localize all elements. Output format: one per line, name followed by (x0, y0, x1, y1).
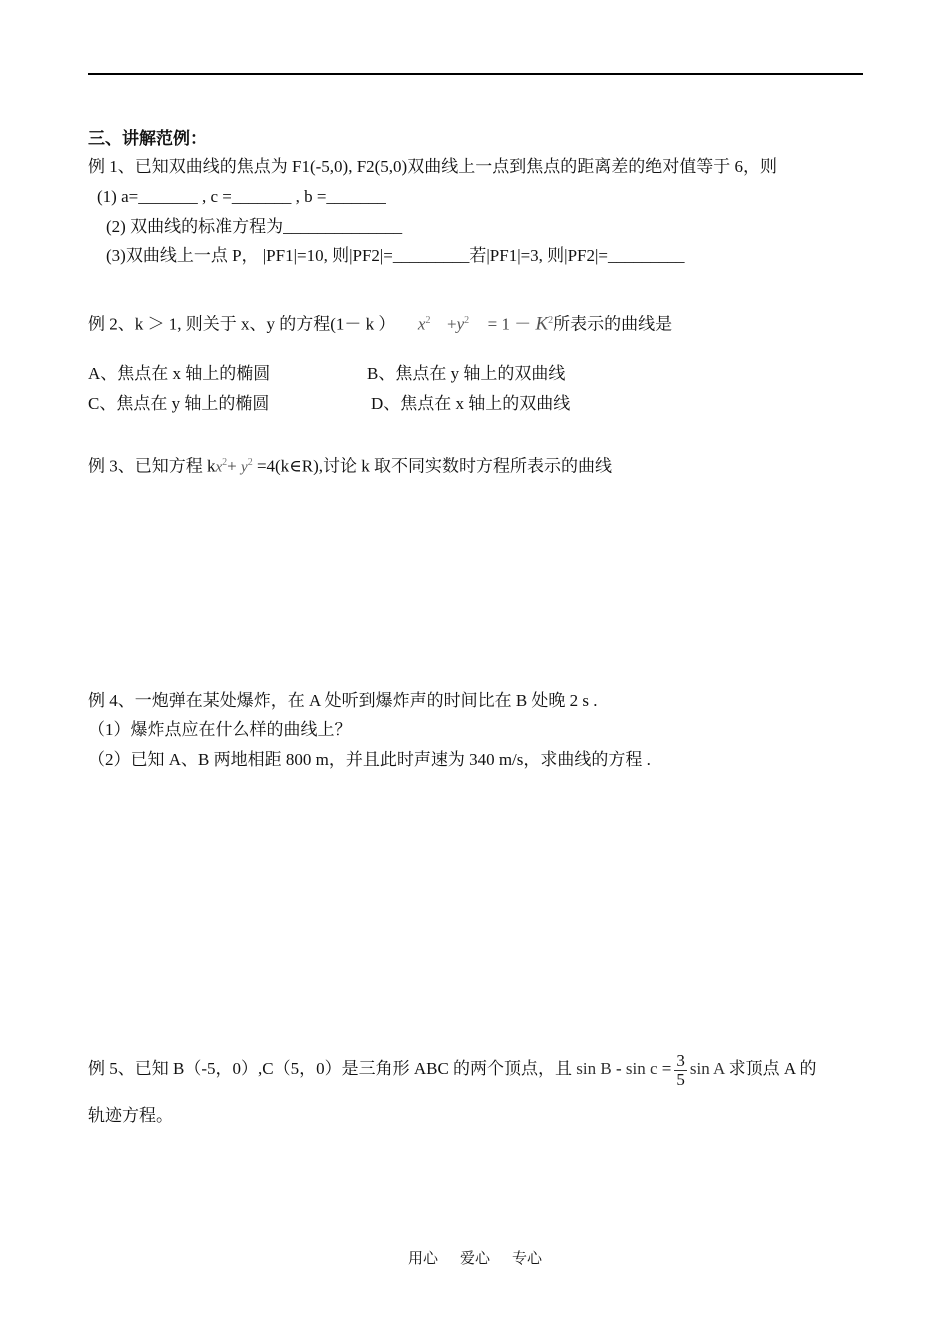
example-5-math-eq: = (661, 1059, 672, 1078)
footer-word-1: 用心 (407, 1251, 438, 1267)
example-5-frac-num: 3 (676, 1050, 685, 1070)
example-3-math-x-exp: 2 (222, 457, 228, 468)
example-2-option-b: B、焦点在 y 轴上的双曲线 (367, 364, 566, 383)
example-5-prefix: 例 5、已知 B（-5，0）,C（5，0）是三角形 ABC 的两个顶点，且 (88, 1059, 573, 1078)
example-2-option-a: A、焦点在 x 轴上的椭圆 (88, 364, 271, 383)
example-2-suffix: 所表示的曲线是 (553, 314, 673, 334)
example-4-line-1: 例 4、一炮弹在某处爆炸，在 A 处听到爆炸声的时间比在 B 处晚 2 s . (88, 691, 598, 710)
example-2-math-K-exp: 2 (548, 315, 554, 326)
example-5-math-sinC: sin c (625, 1059, 658, 1078)
example-5-math-sinB: sin B (576, 1059, 612, 1078)
example-2-prefix: 例 2、k ＞ 1, 则关于 x、y 的方程(1－ k ） (88, 314, 396, 334)
header-rule (88, 73, 863, 75)
example-1-line-4: (3)双曲线上一点 P， |PF1|=10, 则|PF2|=_________若|PF1|=3, 则|PF2|=_________ (106, 246, 685, 265)
example-2-math-y-exp: 2 (464, 315, 470, 326)
footer-word-2: 爱心 (459, 1251, 490, 1267)
example-5-math-sinA: sin A (689, 1059, 725, 1078)
footer-word-3: 专心 (512, 1251, 543, 1267)
example-2-math-eq: = 1 － (487, 314, 532, 334)
example-2-question (88, 310, 672, 336)
example-3-prefix: 例 3、已知方程 k (88, 456, 216, 476)
example-5-question (88, 1048, 816, 1090)
example-2-math-plus: + (446, 314, 457, 334)
example-3-math-plus: + (227, 456, 237, 476)
example-4-line-3: （2）已知 A、B 两地相距 800 m，并且此时声速为 340 m/s，求曲线的方程 . (88, 750, 651, 769)
example-3-question (88, 452, 612, 479)
page-footer (0, 1247, 950, 1268)
example-5-suffix: 求顶点 A 的 (728, 1059, 817, 1078)
example-3-math-x: x (215, 459, 223, 476)
example-4-line-2: （1）爆炸点应在什么样的曲线上？ (88, 720, 352, 739)
example-1-line-1: 例 1、已知双曲线的焦点为 F1(-5,0), F2(5,0)双曲线上一点到焦点的距离差的绝对值等于 6，则 (88, 157, 777, 176)
example-2-math-x-exp: 2 (425, 315, 431, 326)
example-2-math-K: K (535, 313, 549, 335)
example-3-math-y-exp: 2 (247, 457, 253, 468)
section-title: 三、讲解范例： (88, 129, 207, 148)
example-2-math-y: y (456, 314, 465, 334)
example-3-math-y: y (241, 459, 248, 476)
example-1-line-3: (2) 双曲线的标准方程为______________ (106, 217, 403, 236)
example-5-math-fraction (674, 1052, 687, 1089)
example-3-suffix: =4(k∈R),讨论 k 取不同实数时方程所表示的曲线 (252, 456, 613, 476)
example-5-math-minus: - (615, 1059, 622, 1078)
example-5-frac-den: 5 (676, 1069, 685, 1089)
example-5-line-2: 轨迹方程。 (88, 1106, 173, 1125)
example-2-option-d: D、焦点在 x 轴上的双曲线 (371, 394, 571, 413)
example-1-line-2: (1) a=_______ , c =_______ , b =_______ (97, 187, 386, 206)
example-2-option-c: C、焦点在 y 轴上的椭圆 (88, 394, 270, 413)
example-2-math-x: x (417, 314, 426, 334)
